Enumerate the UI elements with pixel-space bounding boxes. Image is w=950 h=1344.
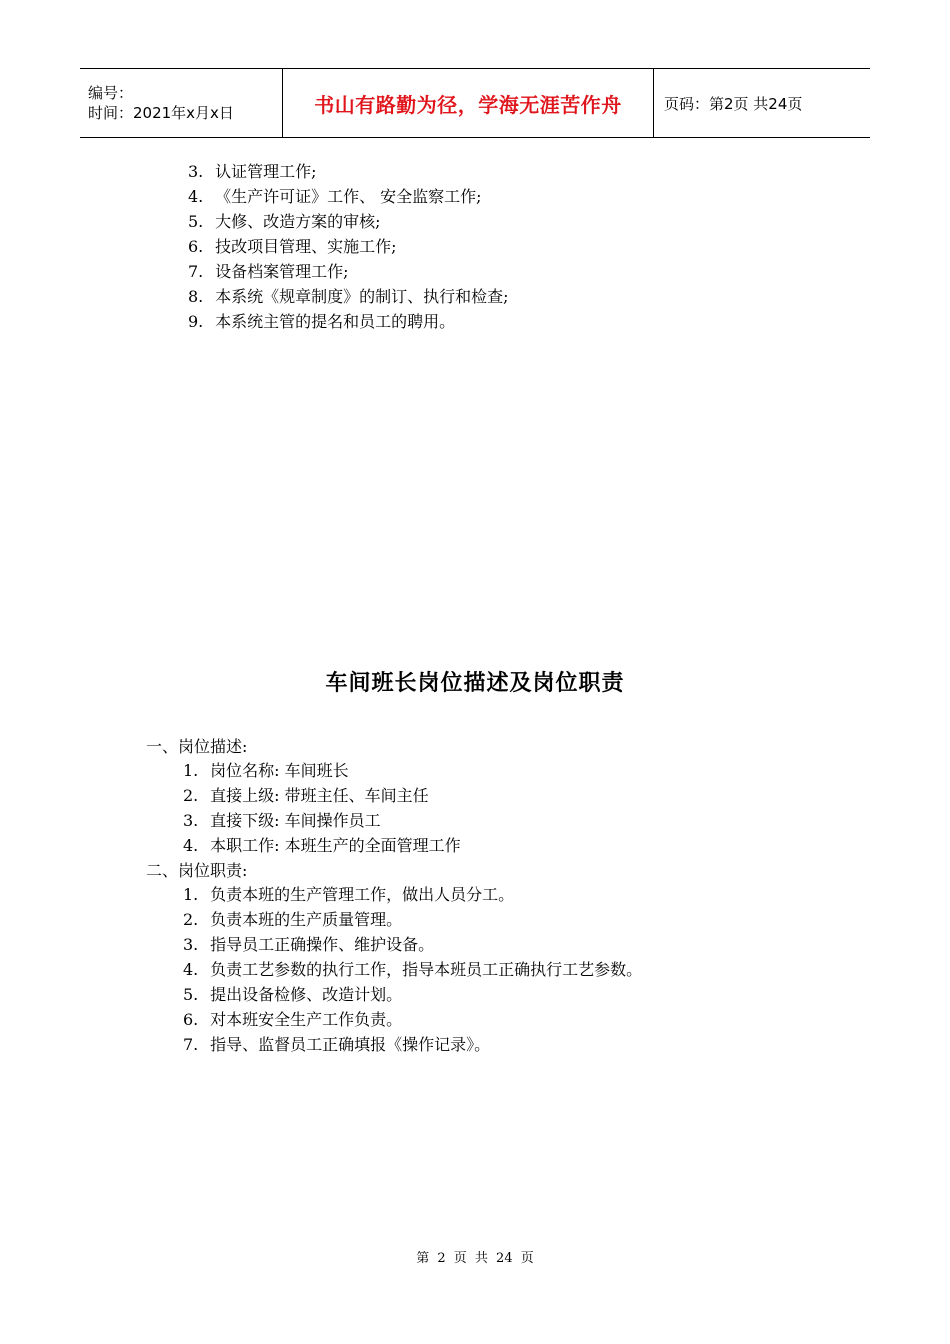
list-item xyxy=(183,932,642,957)
list-item xyxy=(188,234,509,259)
item-number: 1. xyxy=(183,885,199,904)
item-text: 直接上级: 带班主任、车间主任 xyxy=(210,786,429,805)
list-item xyxy=(183,882,642,907)
header-motto: 书山有路勤为径，学海无涯苦作舟 xyxy=(314,92,622,117)
item-number: 7. xyxy=(183,1035,199,1054)
list-item xyxy=(183,982,642,1007)
item-text: 直接下级: 车间操作员工 xyxy=(210,811,381,830)
list-item xyxy=(183,1032,642,1057)
item-text: 负责工艺参数的执行工作，指导本班员工正确执行工艺参数。 xyxy=(210,960,643,979)
page-header xyxy=(80,68,870,138)
item-number: 3. xyxy=(183,811,199,830)
list-item xyxy=(183,783,461,808)
item-text: 大修、改造方案的审核; xyxy=(215,212,381,231)
item-text: 设备档案管理工作; xyxy=(215,262,349,281)
item-text: 负责本班的生产质量管理。 xyxy=(210,910,403,929)
item-text: 本系统《规章制度》的制订、执行和检查; xyxy=(215,287,509,306)
list-item xyxy=(183,833,461,858)
list-item xyxy=(183,808,461,833)
document-number-label: 编号： xyxy=(88,84,134,102)
list-item xyxy=(183,1007,642,1032)
item-number: 2. xyxy=(183,786,199,805)
item-number: 8. xyxy=(188,287,204,306)
item-number: 5. xyxy=(188,212,204,231)
item-text: 对本班安全生产工作负责。 xyxy=(210,1010,403,1029)
list-item xyxy=(188,209,509,234)
document-date: 时间：2021年x月x日 xyxy=(88,104,234,122)
header-page-info: 页码：第2页 共24页 xyxy=(664,94,803,113)
list-item xyxy=(188,159,509,184)
list-item xyxy=(188,184,509,209)
item-number: 6. xyxy=(188,237,204,256)
item-text: 指导、监督员工正确填报《操作记录》。 xyxy=(210,1035,491,1054)
section-title: 车间班长岗位描述及岗位职责 xyxy=(325,671,625,696)
item-text: 本系统主管的提名和员工的聘用。 xyxy=(215,312,456,331)
item-number: 1. xyxy=(183,761,199,780)
job-description-list xyxy=(183,758,461,858)
item-text: 指导员工正确操作、维护设备。 xyxy=(210,935,435,954)
list-item xyxy=(183,957,642,982)
item-number: 4. xyxy=(188,187,204,206)
item-number: 4. xyxy=(183,836,199,855)
item-number: 9. xyxy=(188,312,204,331)
section-heading-duties: 二、岗位职责: xyxy=(146,861,248,880)
item-number: 3. xyxy=(188,162,204,181)
list-item xyxy=(188,284,509,309)
item-text: 认证管理工作; xyxy=(215,162,317,181)
item-number: 2. xyxy=(183,910,199,929)
list-item xyxy=(188,259,509,284)
item-text: 本职工作: 本班生产的全面管理工作 xyxy=(210,836,461,855)
item-number: 6. xyxy=(183,1010,199,1029)
list-item xyxy=(183,758,461,783)
item-number: 5. xyxy=(183,985,199,1004)
item-text: 岗位名称: 车间班长 xyxy=(210,761,349,780)
item-text: 负责本班的生产管理工作，做出人员分工。 xyxy=(210,885,515,904)
list-item xyxy=(188,309,509,334)
header-page-info-cell xyxy=(654,69,870,137)
job-duties-list xyxy=(183,882,642,1057)
item-text: 《生产许可证》工作、 安全监察工作; xyxy=(215,187,482,206)
page-footer: 第 2 页 共 24 页 xyxy=(416,1251,534,1266)
item-number: 3. xyxy=(183,935,199,954)
item-number: 7. xyxy=(188,262,204,281)
section-heading-description: 一、岗位描述: xyxy=(146,737,248,756)
list-item xyxy=(183,907,642,932)
item-text: 提出设备检修、改造计划。 xyxy=(210,985,403,1004)
header-info xyxy=(80,69,282,137)
item-number: 4. xyxy=(183,960,199,979)
responsibility-list-continued xyxy=(188,159,509,334)
item-text: 技改项目管理、实施工作; xyxy=(215,237,397,256)
header-motto-cell xyxy=(282,69,654,137)
